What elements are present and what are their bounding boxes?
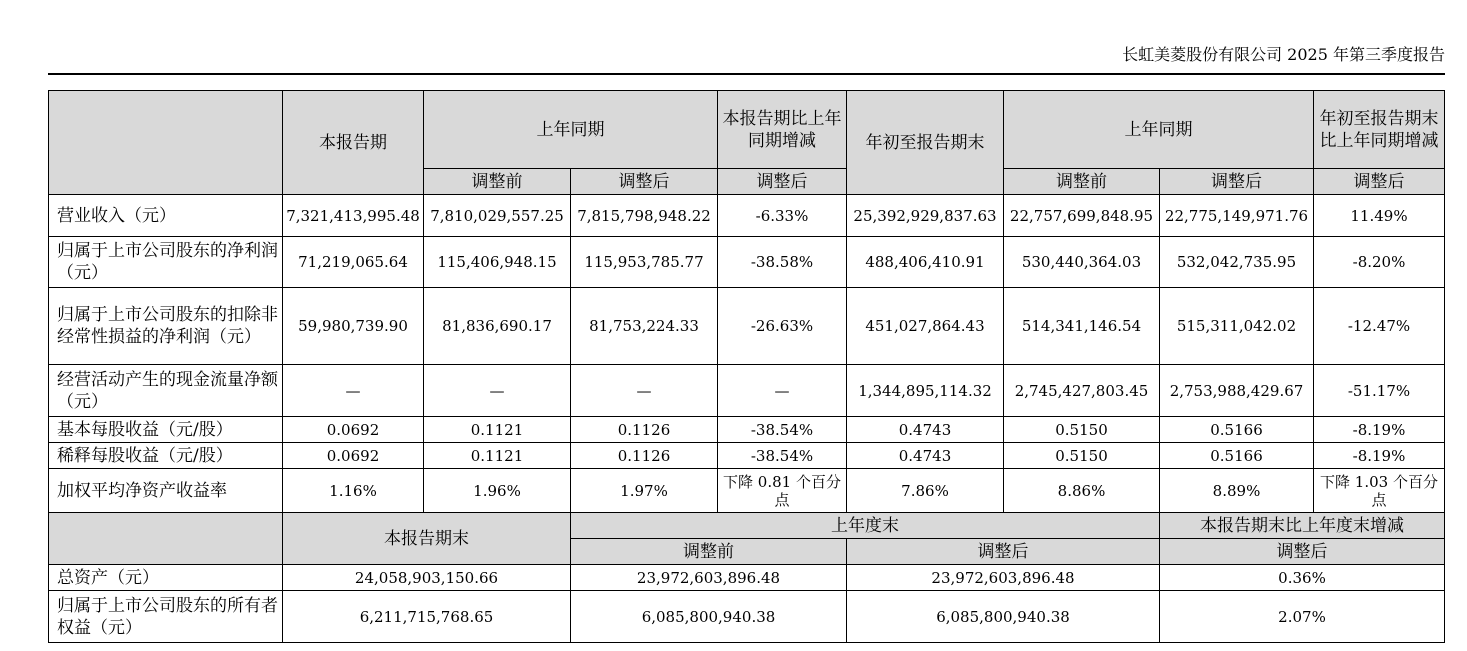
table-cell: 8.86% bbox=[1004, 469, 1160, 513]
table-cell: 0.4743 bbox=[847, 443, 1004, 469]
table-row bbox=[49, 288, 1445, 365]
row-label: 加权平均净资产收益率 bbox=[49, 469, 283, 513]
table-cell: 下降 0.81 个百分点 bbox=[718, 469, 847, 513]
table-cell: 0.5166 bbox=[1160, 417, 1314, 443]
table-cell: 81,753,224.33 bbox=[571, 288, 718, 365]
header-prev-year-end: 上年度末 bbox=[571, 513, 1160, 539]
table-cell: 6,085,800,940.38 bbox=[847, 591, 1160, 643]
table-cell: -8.20% bbox=[1314, 237, 1445, 288]
table-cell: 6,085,800,940.38 bbox=[571, 591, 847, 643]
table-row bbox=[49, 443, 1445, 469]
table-row bbox=[49, 417, 1445, 443]
table-cell: 0.5150 bbox=[1004, 443, 1160, 469]
header-change-vs-prev: 本报告期比上年同期增减 bbox=[718, 91, 847, 169]
row-label: 基本每股收益（元/股） bbox=[49, 417, 283, 443]
header-current-period: 本报告期 bbox=[283, 91, 424, 195]
report-header: 长虹美菱股份有限公司 2025 年第三季度报告 bbox=[1122, 45, 1445, 64]
table-row bbox=[49, 591, 1445, 643]
row-label: 归属于上市公司股东的所有者权益（元） bbox=[49, 591, 283, 643]
header-change-vs-prev-year-end: 本报告期末比上年度末增减 bbox=[1160, 513, 1445, 539]
table-cell: -8.19% bbox=[1314, 443, 1445, 469]
table-cell: 2,745,427,803.45 bbox=[1004, 365, 1160, 417]
table-cell: 1.97% bbox=[571, 469, 718, 513]
table-cell: -38.54% bbox=[718, 417, 847, 443]
table-cell: 22,775,149,971.76 bbox=[1160, 195, 1314, 237]
header-prev-same-period: 上年同期 bbox=[424, 91, 718, 169]
table-cell: 0.4743 bbox=[847, 417, 1004, 443]
header-ytd: 年初至报告期末 bbox=[847, 91, 1004, 195]
table-cell: 115,406,948.15 bbox=[424, 237, 571, 288]
table-cell: 0.5150 bbox=[1004, 417, 1160, 443]
table-cell: 81,836,690.17 bbox=[424, 288, 571, 365]
table-cell: 2.07% bbox=[1160, 591, 1445, 643]
table-cell: 7.86% bbox=[847, 469, 1004, 513]
table-cell: 22,757,699,848.95 bbox=[1004, 195, 1160, 237]
table-cell: 1.16% bbox=[283, 469, 424, 513]
row-label: 营业收入（元） bbox=[49, 195, 283, 237]
row-label: 经营活动产生的现金流量净额（元） bbox=[49, 365, 283, 417]
table-cell: 0.1121 bbox=[424, 417, 571, 443]
header-after-adjust: 调整后 bbox=[847, 539, 1160, 565]
header-prev-same-period-ytd: 上年同期 bbox=[1004, 91, 1314, 169]
header-corner bbox=[49, 513, 283, 565]
table-cell: -26.63% bbox=[718, 288, 847, 365]
financial-data-table bbox=[48, 90, 1445, 643]
table-cell: 488,406,410.91 bbox=[847, 237, 1004, 288]
table-cell: 下降 1.03 个百分点 bbox=[1314, 469, 1445, 513]
table-cell: 0.0692 bbox=[283, 443, 424, 469]
row-label: 归属于上市公司股东的净利润（元） bbox=[49, 237, 283, 288]
table-cell: 59,980,739.90 bbox=[283, 288, 424, 365]
table-cell: 1.96% bbox=[424, 469, 571, 513]
table-cell: -38.54% bbox=[718, 443, 847, 469]
table-cell: 0.1121 bbox=[424, 443, 571, 469]
header-before-adjust: 调整前 bbox=[571, 539, 847, 565]
table-cell: 25,392,929,837.63 bbox=[847, 195, 1004, 237]
table-row bbox=[49, 195, 1445, 237]
table-cell: — bbox=[424, 365, 571, 417]
table-cell: 2,753,988,429.67 bbox=[1160, 365, 1314, 417]
row-label: 总资产（元） bbox=[49, 565, 283, 591]
table-cell: 8.89% bbox=[1160, 469, 1314, 513]
table-cell: 451,027,864.43 bbox=[847, 288, 1004, 365]
table-cell: 7,815,798,948.22 bbox=[571, 195, 718, 237]
table-row bbox=[49, 365, 1445, 417]
header-before-adjust: 调整前 bbox=[1004, 169, 1160, 195]
table-cell: — bbox=[283, 365, 424, 417]
table-cell: -51.17% bbox=[1314, 365, 1445, 417]
table-cell: 7,321,413,995.48 bbox=[283, 195, 424, 237]
header-before-adjust: 调整前 bbox=[424, 169, 571, 195]
header-current-period-end: 本报告期末 bbox=[283, 513, 571, 565]
table-cell: 23,972,603,896.48 bbox=[847, 565, 1160, 591]
table-cell: 532,042,735.95 bbox=[1160, 237, 1314, 288]
table-cell: 115,953,785.77 bbox=[571, 237, 718, 288]
table-cell: 0.36% bbox=[1160, 565, 1445, 591]
header-rule bbox=[48, 73, 1445, 75]
table-cell: -12.47% bbox=[1314, 288, 1445, 365]
table-cell: 514,341,146.54 bbox=[1004, 288, 1160, 365]
table-cell: 11.49% bbox=[1314, 195, 1445, 237]
table-row bbox=[49, 469, 1445, 513]
table-cell: 24,058,903,150.66 bbox=[283, 565, 571, 591]
table-cell: 0.1126 bbox=[571, 417, 718, 443]
table-cell: 6,211,715,768.65 bbox=[283, 591, 571, 643]
table-cell: -38.58% bbox=[718, 237, 847, 288]
header-after-adjust: 调整后 bbox=[571, 169, 718, 195]
header-after-adjust: 调整后 bbox=[1160, 539, 1445, 565]
header-after-adjust: 调整后 bbox=[1160, 169, 1314, 195]
table-cell: 0.1126 bbox=[571, 443, 718, 469]
header-ytd-change: 年初至报告期末比上年同期增减 bbox=[1314, 91, 1445, 169]
table-cell: — bbox=[718, 365, 847, 417]
table-cell: 515,311,042.02 bbox=[1160, 288, 1314, 365]
table-cell: — bbox=[571, 365, 718, 417]
table-cell: 0.0692 bbox=[283, 417, 424, 443]
table-cell: 1,344,895,114.32 bbox=[847, 365, 1004, 417]
header-after-adjust: 调整后 bbox=[1314, 169, 1445, 195]
table-cell: 71,219,065.64 bbox=[283, 237, 424, 288]
table-row bbox=[49, 565, 1445, 591]
table-cell: 0.5166 bbox=[1160, 443, 1314, 469]
table-row bbox=[49, 237, 1445, 288]
header-corner bbox=[49, 91, 283, 195]
row-label: 归属于上市公司股东的扣除非经常性损益的净利润（元） bbox=[49, 288, 283, 365]
table-cell: -8.19% bbox=[1314, 417, 1445, 443]
header-after-adjust: 调整后 bbox=[718, 169, 847, 195]
table-cell: 7,810,029,557.25 bbox=[424, 195, 571, 237]
table-cell: 530,440,364.03 bbox=[1004, 237, 1160, 288]
table-cell: -6.33% bbox=[718, 195, 847, 237]
table-cell: 23,972,603,896.48 bbox=[571, 565, 847, 591]
row-label: 稀释每股收益（元/股） bbox=[49, 443, 283, 469]
